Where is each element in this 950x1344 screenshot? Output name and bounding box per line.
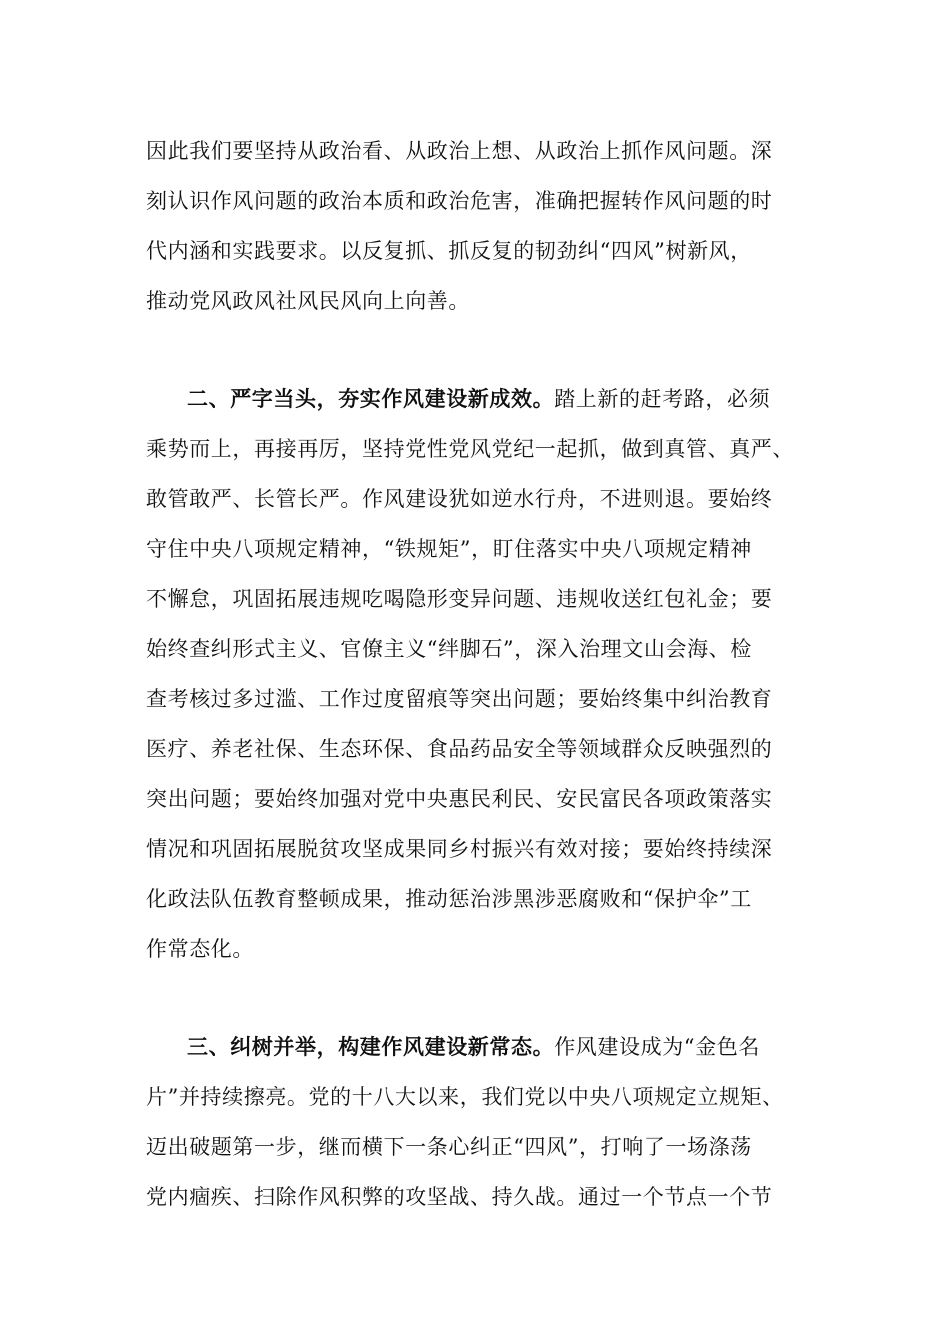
paragraph-line: 不懈怠，巩固拓展违规吃喝隐形变异问题、违规收送红包礼金；要 [146, 587, 773, 611]
section-body-text: 作风建设成为“金色名 [554, 1035, 760, 1059]
section-heading: 三、纠树并举，构建作风建设新常态。 [187, 1034, 555, 1059]
paragraph-line: 作常态化。 [146, 937, 254, 961]
paragraph-line: 党内痼疾、扫除作风积弊的攻坚战、持久战。通过一个节点一个节 [146, 1185, 773, 1209]
paragraph-line: 推动党风政风社风民风向上向善。 [146, 289, 470, 313]
paragraph-line: 查考核过多过滥、工作过度留痕等突出问题；要始终集中纠治教育 [146, 687, 773, 711]
paragraph-line: 突出问题；要始终加强对党中央惠民利民、安民富民各项政策落实 [146, 787, 773, 811]
paragraph-line: 化政法队伍教育整顿成果，推动惩治涉黑涉恶腐败和“保护伞”工 [146, 887, 752, 911]
paragraph-line: 片”并持续擦亮。党的十八大以来，我们党以中央八项规定立规矩、 [146, 1085, 784, 1109]
paragraph-line: 敢管敢严、长管长严。作风建设犹如逆水行舟，不进则退。要始终 [146, 487, 773, 511]
paragraph-line: 代内涵和实践要求。以反复抓、抓反复的韧劲纠“四风”树新风， [146, 239, 752, 263]
paragraph-line: 迈出破题第一步，继而横下一条心纠正“四风”，打响了一场涤荡 [146, 1135, 752, 1159]
section-heading: 二、严字当头，夯实作风建设新成效。 [187, 386, 555, 411]
paragraph-line: 守住中央八项规定精神，“铁规矩”，盯住落实中央八项规定精神 [146, 537, 752, 561]
paragraph-line: 刻认识作风问题的政治本质和政治危害，准确把握转作风问题的时 [146, 189, 773, 213]
paragraph-line: 情况和巩固拓展脱贫攻坚成果同乡村振兴有效对接；要始终持续深 [146, 837, 773, 861]
paragraph-line: 乘势而上，再接再厉，坚持党性党风党纪一起抓，做到真管、真严、 [146, 437, 794, 461]
section-body-text: 踏上新的赶考路，必须 [554, 387, 771, 411]
section-heading-line [187, 1033, 760, 1061]
paragraph-line: 医疗、养老社保、生态环保、食品药品安全等领域群众反映强烈的 [146, 737, 773, 761]
paragraph-line: 始终查纠形式主义、官僚主义“绊脚石”，深入治理文山会海、检 [146, 637, 752, 661]
section-heading-line [187, 385, 770, 413]
paragraph-line: 因此我们要坚持从政治看、从政治上想、从政治上抓作风问题。深 [146, 139, 773, 163]
